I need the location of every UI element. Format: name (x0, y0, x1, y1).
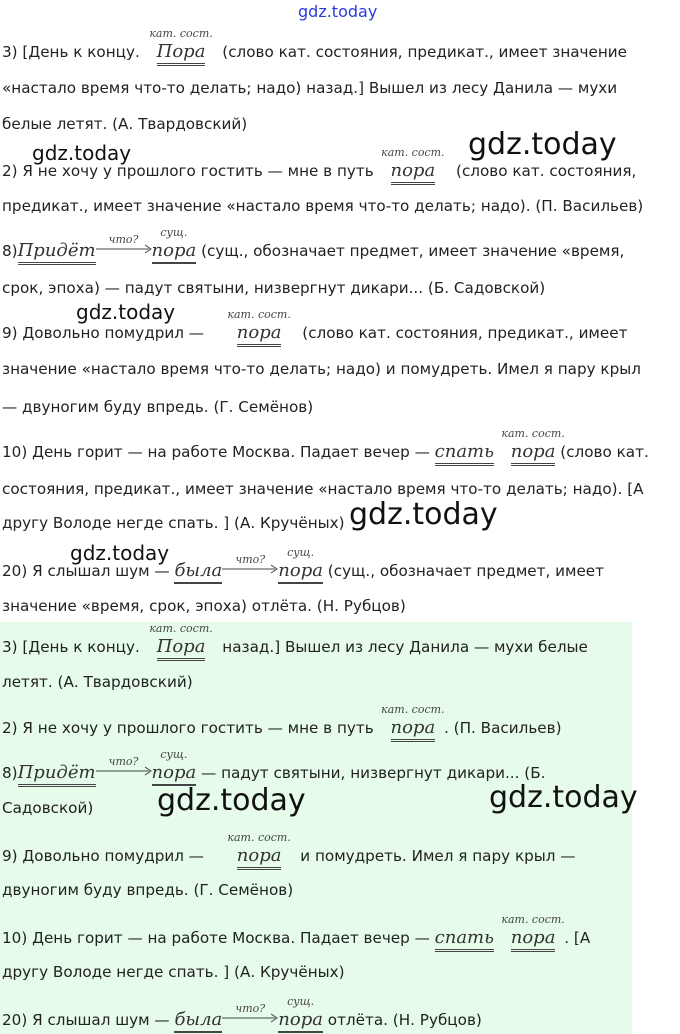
watermark: gdz.today (298, 2, 378, 21)
predicate-word: кат. сост. пора (511, 443, 556, 461)
answer-10-line-1: 10) День горит — на работе Москва. Падает вечер — спать кат. сост. пора . [А (2, 929, 590, 947)
sentence-3-line-2: «настало время что-то делать; надо) назад.] Вышел из лесу Данила — мухи (2, 79, 618, 97)
predicate-word: была (174, 1009, 223, 1030)
predicate-word: кат. сост. пора (511, 929, 556, 947)
predicate-word: спать (435, 929, 494, 947)
answer-2-line-1: 2) Я не хочу у прошлого гостить — мне в путь кат. сост. пора . (П. Васильев) (2, 719, 562, 737)
subject-word: сущ. пора (278, 546, 323, 581)
sentence-20-line-1: 20) Я слышал шум — была что? сущ. пора (сущ., обозначает предмет, имеет (2, 546, 604, 581)
answer-9-line-2: двуногим буду впредь. (Г. Семёнов) (2, 881, 294, 899)
question-arrow: что? (96, 771, 152, 772)
sentence-9-line-2: значение «настало время что-то делать; надо) и помудреть. Имел я пару крыл (2, 360, 641, 378)
sentence-20-line-2: значение «время, срок, эпоха) отлёта. (Н. Рубцов) (2, 597, 406, 615)
sentence-8-line-1: 8)Придёт что? сущ. пора (сущ., обозначает предмет, имеет значение «время, (2, 242, 624, 260)
sentence-10-line-2: состояния, предикат., имеет значение «настало время что-то делать; надо). [А (2, 480, 644, 498)
answer-10-line-2: другу Володе негде спать. ] (А. Кручёных) (2, 963, 345, 981)
answer-3-line-1: 3) [День к концу. кат. сост. Пора назад.] Вышел из лесу Данила — мухи белые (2, 638, 588, 656)
question-arrow: что? (222, 1018, 278, 1019)
watermark: gdz.today (70, 541, 170, 565)
predicate-word: Придёт (18, 764, 96, 782)
predicate-word: спать (435, 443, 494, 461)
sentence-2-line-1: 2) Я не хочу у прошлого гостить — мне в путь кат. сост. пора (слово кат. состояния, (2, 162, 636, 180)
subject-word: сущ. пора (151, 226, 197, 261)
answer-3-line-2: летят. (А. Твардовский) (2, 673, 193, 691)
subject-word: сущ. пора (278, 995, 323, 1030)
sentence-9-line-3: — двуногим буду впредь. (Г. Семёнов) (2, 398, 314, 416)
watermark: gdz.today (76, 300, 176, 324)
sentence-3-line-1: 3) [День к концу. кат. сост. Пора (слово кат. состояния, предикат., имеет значение (2, 43, 627, 61)
sentence-8-line-2: срок, эпоха) — падут святыни, низвергнут дикари... (Б. Садовской) (2, 279, 546, 297)
sentence-2-line-2: предикат., имеет значение «настало время что-то делать; надо). (П. Васильев) (2, 197, 644, 215)
answer-8-line-2: Садовской) (2, 799, 94, 817)
watermark: gdz.today (157, 783, 306, 818)
watermark: gdz.today (468, 127, 617, 162)
predicate-word: кат. сост. пора (391, 162, 436, 180)
sentence-3-line-3: белые летят. (А. Твардовский) (2, 115, 248, 133)
question-arrow: что? (96, 249, 152, 250)
subject-word: сущ. пора (151, 748, 197, 783)
watermark: gdz.today (349, 497, 498, 532)
watermark: gdz.today (489, 780, 638, 815)
watermark: gdz.today (32, 141, 132, 165)
sentence-10-line-3: другу Володе негде спать. ] (А. Кручёных) (2, 514, 345, 532)
predicate-word: кат. сост. Пора (157, 638, 206, 656)
sentence-10-line-1: 10) День горит — на работе Москва. Падает вечер — спать кат. сост. пора (слово кат. (2, 443, 649, 461)
answer-20-line-1: 20) Я слышал шум — была что? сущ. пора отлёта. (Н. Рубцов) (2, 995, 482, 1030)
predicate-word: кат. сост. пора (237, 847, 282, 865)
question-arrow: что? (222, 569, 278, 570)
answer-8-line-1: 8)Придёт что? сущ. пора — падут святыни, низвергнут дикари... (Б. (2, 764, 545, 782)
predicate-word: была (174, 560, 223, 581)
sentence-9-line-1: 9) Довольно помудрил — кат. сост. пора (слово кат. состояния, предикат., имеет (2, 324, 627, 342)
answer-9-line-1: 9) Довольно помудрил — кат. сост. пора и помудреть. Имел я пару крыл — (2, 847, 575, 865)
predicate-word: Придёт (18, 242, 96, 260)
predicate-word: кат. сост. Пора (157, 43, 206, 61)
predicate-word: кат. сост. пора (391, 719, 436, 737)
predicate-word: кат. сост. пора (237, 324, 282, 342)
